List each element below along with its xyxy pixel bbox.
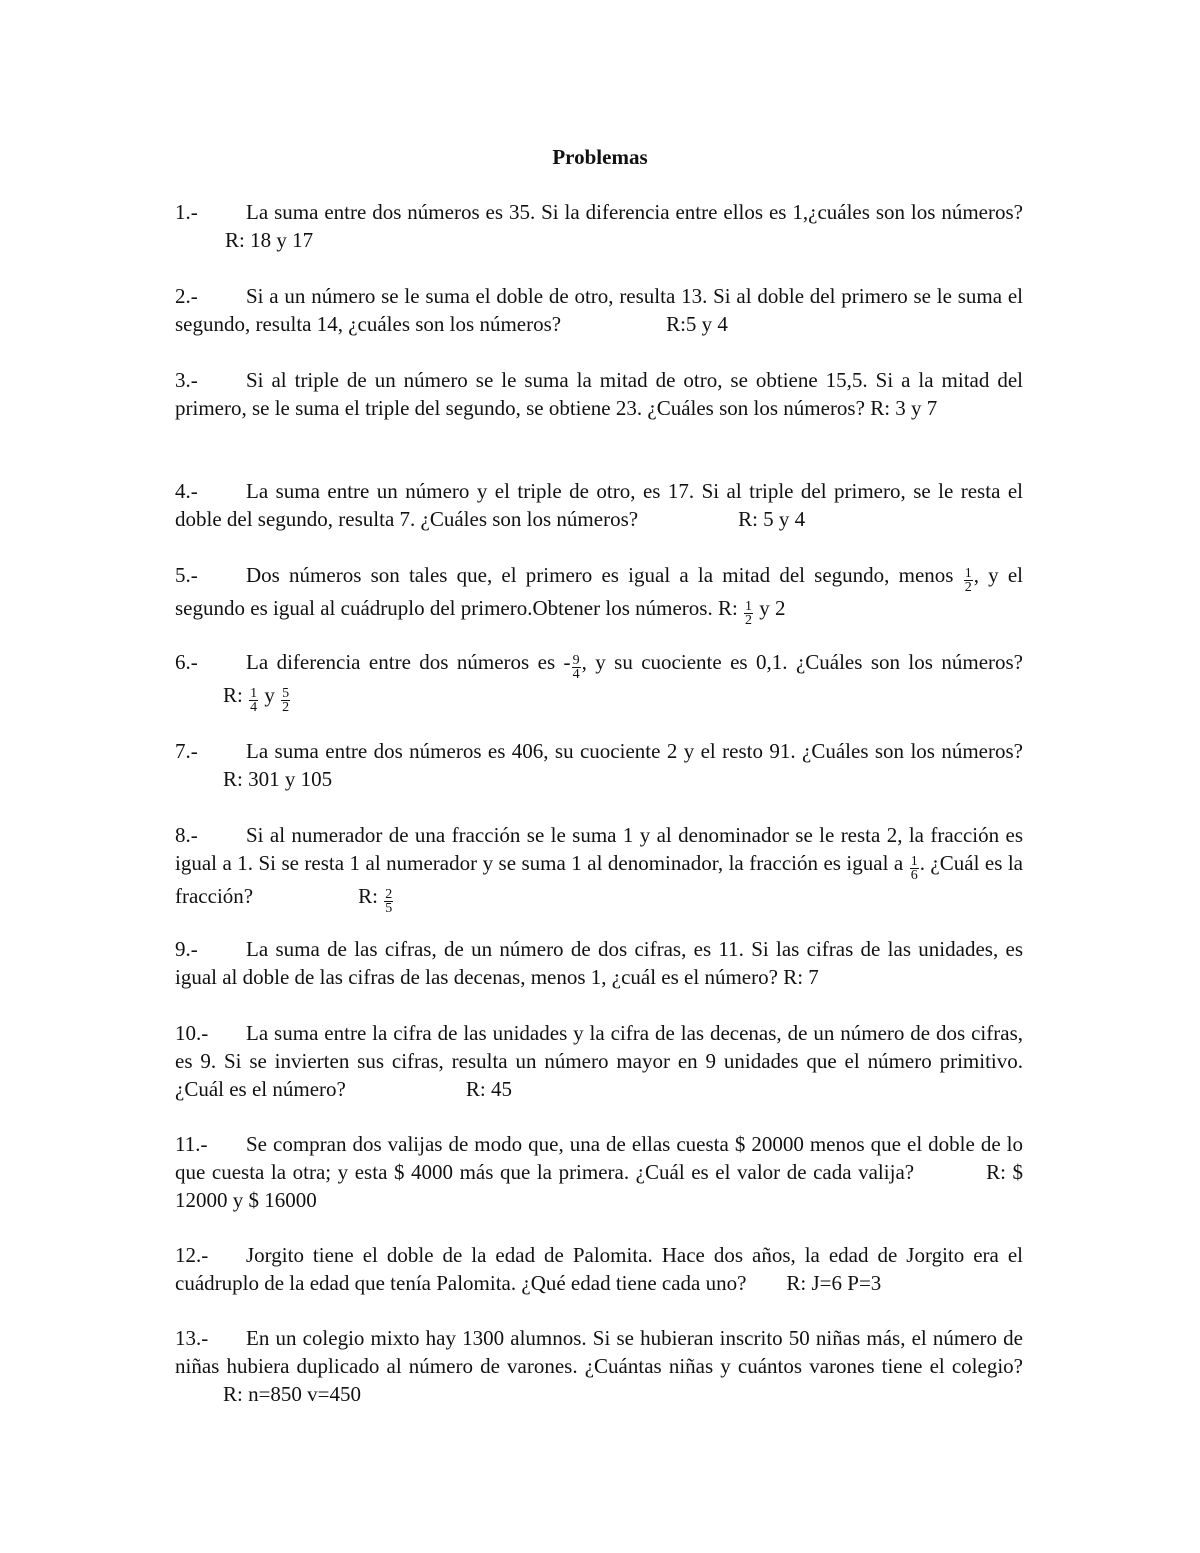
problem-answer: R: J=6 P=3 — [786, 1271, 882, 1295]
problem-1 — [175, 198, 1023, 254]
problem-number: 6.- — [175, 650, 198, 674]
problem-text: La diferencia entre dos números es - — [246, 650, 571, 674]
problem-text: Dos números son tales que, el primero es igual a la mitad del segundo, menos — [246, 563, 954, 587]
problem-10 — [175, 1019, 1023, 1103]
problem-answer-suffix: y 2 — [759, 596, 786, 620]
fraction-numerator: 5 — [282, 686, 290, 701]
problem-text-continued: , y el segundo es igual al cuádruplo del primero.Obtener los números. — [175, 563, 1024, 620]
fraction-denominator: 2 — [282, 700, 290, 715]
problem-text: En un colegio mixto hay 1300 alumnos. Si se hubieran inscrito 50 niñas más, el número de niñas hubiera duplicado al número de varones. ¿Cuántas niñas y cuántos varones tiene el colegio? — [175, 1326, 1023, 1378]
problem-answer: R: 7 — [783, 965, 819, 989]
answer-fraction — [384, 888, 393, 915]
problem-number: 9.- — [175, 937, 198, 961]
problem-answer: R: 5 y 4 — [738, 507, 806, 531]
problem-number: 4.- — [175, 479, 198, 503]
fraction-denominator: 4 — [250, 700, 258, 715]
problem-answer-prefix: R: — [358, 884, 378, 908]
problem-answer: R: $ 12000 y $ 16000 — [175, 1160, 1023, 1212]
fraction — [910, 855, 919, 882]
problem-number: 5.- — [175, 563, 198, 587]
problem-number: 2.- — [175, 284, 198, 308]
fraction-denominator: 2 — [745, 613, 753, 628]
problem-answer-prefix: R: — [223, 683, 243, 707]
answer-fraction — [744, 600, 753, 627]
problem-9 — [175, 935, 1023, 991]
problem-number: 10.- — [175, 1021, 209, 1045]
problem-number: 3.- — [175, 368, 198, 392]
fraction-denominator: 5 — [385, 901, 393, 916]
problem-11 — [175, 1130, 1023, 1214]
problem-text: La suma entre un número y el triple de otro, es 17. Si al triple del primero, se le resta el doble del segundo, resulta 7. ¿Cuáles son los números? — [175, 479, 1023, 531]
problem-text: Si a un número se le suma el doble de otro, resulta 13. Si al doble del primero se le suma el segundo, resulta 14, ¿cuáles son los números? — [175, 284, 1023, 336]
problem-8 — [175, 821, 1023, 915]
fraction-denominator: 4 — [572, 667, 580, 682]
problem-12 — [175, 1241, 1023, 1297]
problem-answer-mid: y — [264, 683, 275, 707]
problem-4 — [175, 477, 1023, 533]
answer-fraction-2 — [281, 687, 290, 714]
problem-13 — [175, 1324, 1023, 1408]
fraction-numerator: 1 — [964, 566, 972, 581]
problem-3 — [175, 366, 1023, 422]
problem-text: Se compran dos valijas de modo que, una de ellas cuesta $ 20000 menos que el doble de lo que cuesta la otra; y esta $ 4000 más que la primera. ¿Cuál es el valor de cada valija? — [175, 1132, 1023, 1184]
problem-6 — [175, 648, 1023, 714]
fraction-numerator: 1 — [910, 854, 918, 869]
problem-answer: R: 301 y 105 — [223, 767, 333, 791]
fraction-numerator: 1 — [745, 599, 753, 614]
problem-5 — [175, 561, 1023, 627]
problem-text: La suma entre la cifra de las unidades y la cifra de las decenas, de un número de dos cifras, es 9. Si se invierten sus cifras, resulta un número mayor en 9 unidades que el número primitivo. ¿Cuál es el número? — [175, 1021, 1023, 1101]
problem-answer: R: 18 y 17 — [225, 228, 314, 252]
problem-number: 12.- — [175, 1243, 209, 1267]
problem-text: Si al numerador de una fracción se le suma 1 y al denominador se le resta 2, la fracción es igual a 1. Si se resta 1 al numerador y se suma 1 al denominador, la fracción es igual a — [175, 823, 1023, 875]
problem-answer: R: n=850 v=450 — [223, 1382, 362, 1406]
problem-text: La suma de las cifras, de un número de dos cifras, es 11. Si las cifras de las unidades, es igual al doble de las cifras de las decenas, menos 1, ¿cuál es el número? — [175, 937, 1023, 989]
problem-number: 11.- — [175, 1132, 208, 1156]
problem-number: 13.- — [175, 1326, 209, 1350]
problem-number: 7.- — [175, 739, 198, 763]
fraction — [572, 654, 581, 681]
fraction-numerator: 9 — [572, 653, 580, 668]
problem-text-continued: . ¿Cuál es la fracción? — [175, 851, 1023, 908]
page-title: Problemas — [552, 145, 648, 169]
problem-2 — [175, 282, 1023, 338]
fraction-numerator: 1 — [250, 686, 258, 701]
problem-text: Si al triple de un número se le suma la mitad de otro, se obtiene 15,5. Si a la mitad del primero, se le suma el triple del segundo, se obtiene 23. ¿Cuáles son los números? — [175, 368, 1023, 420]
problem-text-continued: , y su cuociente es 0,1. ¿Cuáles son los números? — [581, 650, 1023, 674]
fraction — [964, 567, 973, 594]
problem-7 — [175, 737, 1023, 793]
fraction-denominator: 6 — [910, 868, 918, 883]
problem-answer-prefix: R: — [717, 596, 738, 620]
problem-answer: R: 45 — [465, 1077, 512, 1101]
problem-text: La suma entre dos números es 35. Si la diferencia entre ellos es 1,¿cuáles son los números? — [246, 200, 1023, 224]
answer-fraction-1 — [249, 687, 258, 714]
problem-answer: R:5 y 4 — [666, 312, 728, 336]
problem-number: 1.- — [175, 200, 198, 224]
problem-text: La suma entre dos números es 406, su cuociente 2 y el resto 91. ¿Cuáles son los números? — [246, 739, 1023, 763]
problem-text: Jorgito tiene el doble de la edad de Palomita. Hace dos años, la edad de Jorgito era el cuádruplo de la edad que tenía Palomita. ¿Qué edad tiene cada uno? — [175, 1243, 1023, 1295]
problem-number: 8.- — [175, 823, 198, 847]
problem-answer: R: 3 y 7 — [870, 396, 938, 420]
fraction-numerator: 2 — [385, 887, 393, 902]
fraction-denominator: 2 — [964, 580, 972, 595]
